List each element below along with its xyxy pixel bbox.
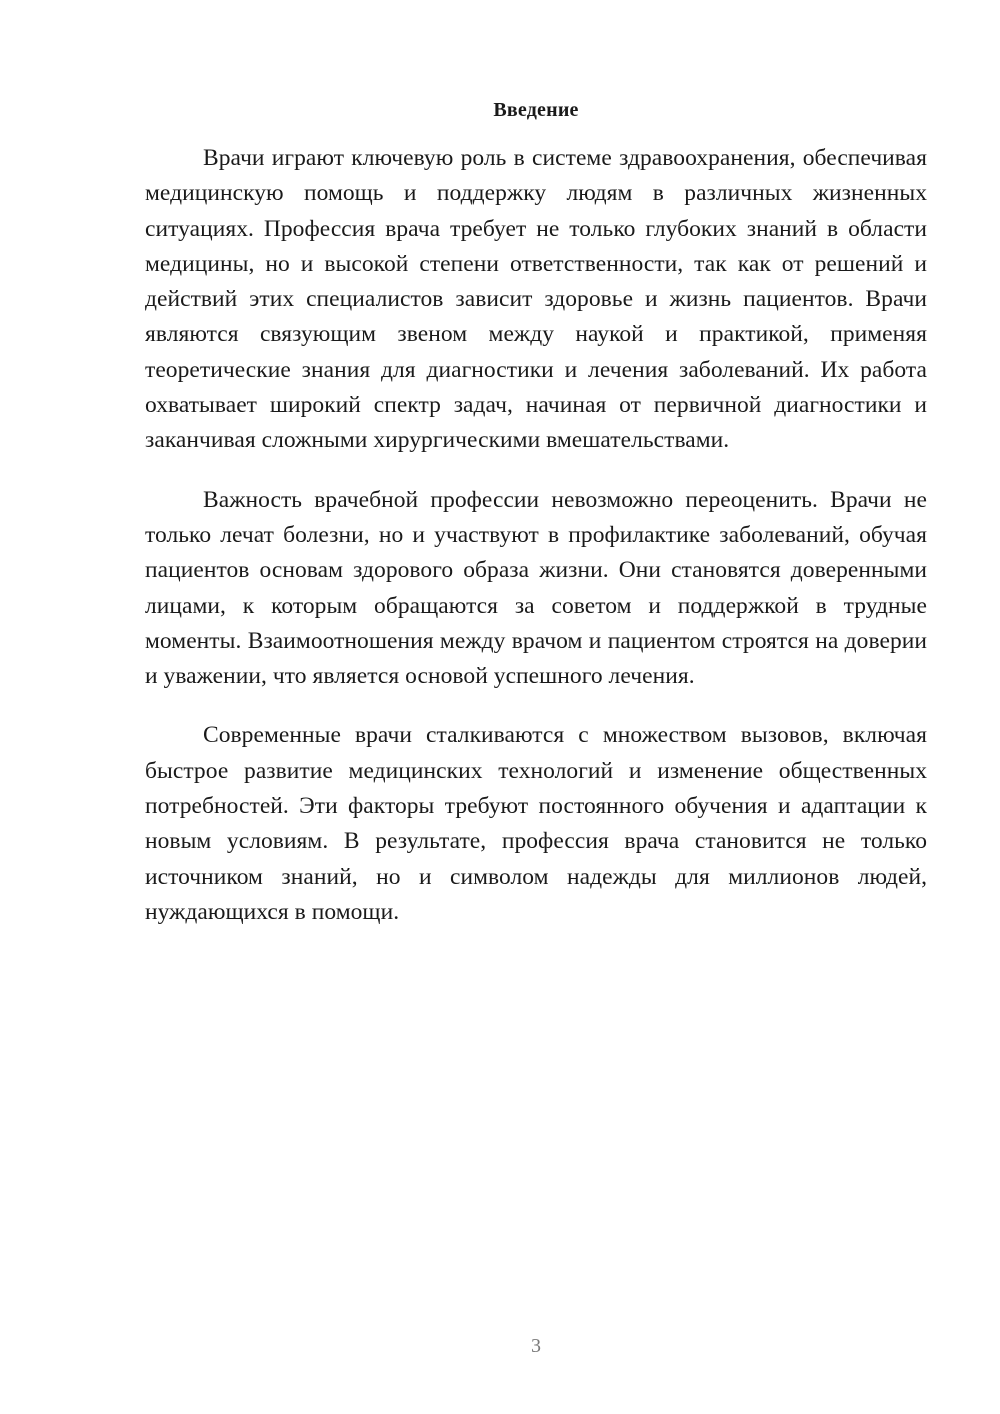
page-number: 3	[531, 1335, 541, 1357]
paragraph-2: Важность врачебной профессии невозможно переоценить. Врачи не только лечат болезни, но и участвуют в профилактике заболеваний, обучая пациентов основам здорового образа жизни. Они становятся доверенными лицами, к которым обращаются за советом и поддержкой в трудные моменты. Взаимоотношения между врачом и пациентом строятся на доверии и уважении, что является основой успешного лечения.	[145, 486, 927, 690]
page-content	[145, 96, 927, 954]
paragraph-3: Современные врачи сталкиваются с множеством вызовов, включая быстрое развитие медицинских технологий и изменение общественных потребностей. Эти факторы требуют постоянного обучения и адаптации к новым условиям. В результате, профессия врача становится не только источником знаний, но и символом надежды для миллионов людей, нуждающихся в помощи.	[145, 722, 927, 925]
paragraph-1: Врачи играют ключевую роль в системе здравоохранения, обеспечивая медицинскую помощь и поддержку людям в различных жизненных ситуациях. Профессия врача требует не только глубоких знаний в области медицины, но и высокой степени ответственности, так как от решений и действий этих специалистов зависит здоровье и жизнь пациентов. Врачи являются связующим звеном между наукой и практикой, применяя теоретические знания для диагностики и лечения заболеваний. Их работа охватывает широкий спектр задач, начиная от первичной диагностики и заканчивая сложными хирургическими вмешательствами.	[145, 145, 927, 454]
page-title: Введение	[493, 99, 579, 121]
